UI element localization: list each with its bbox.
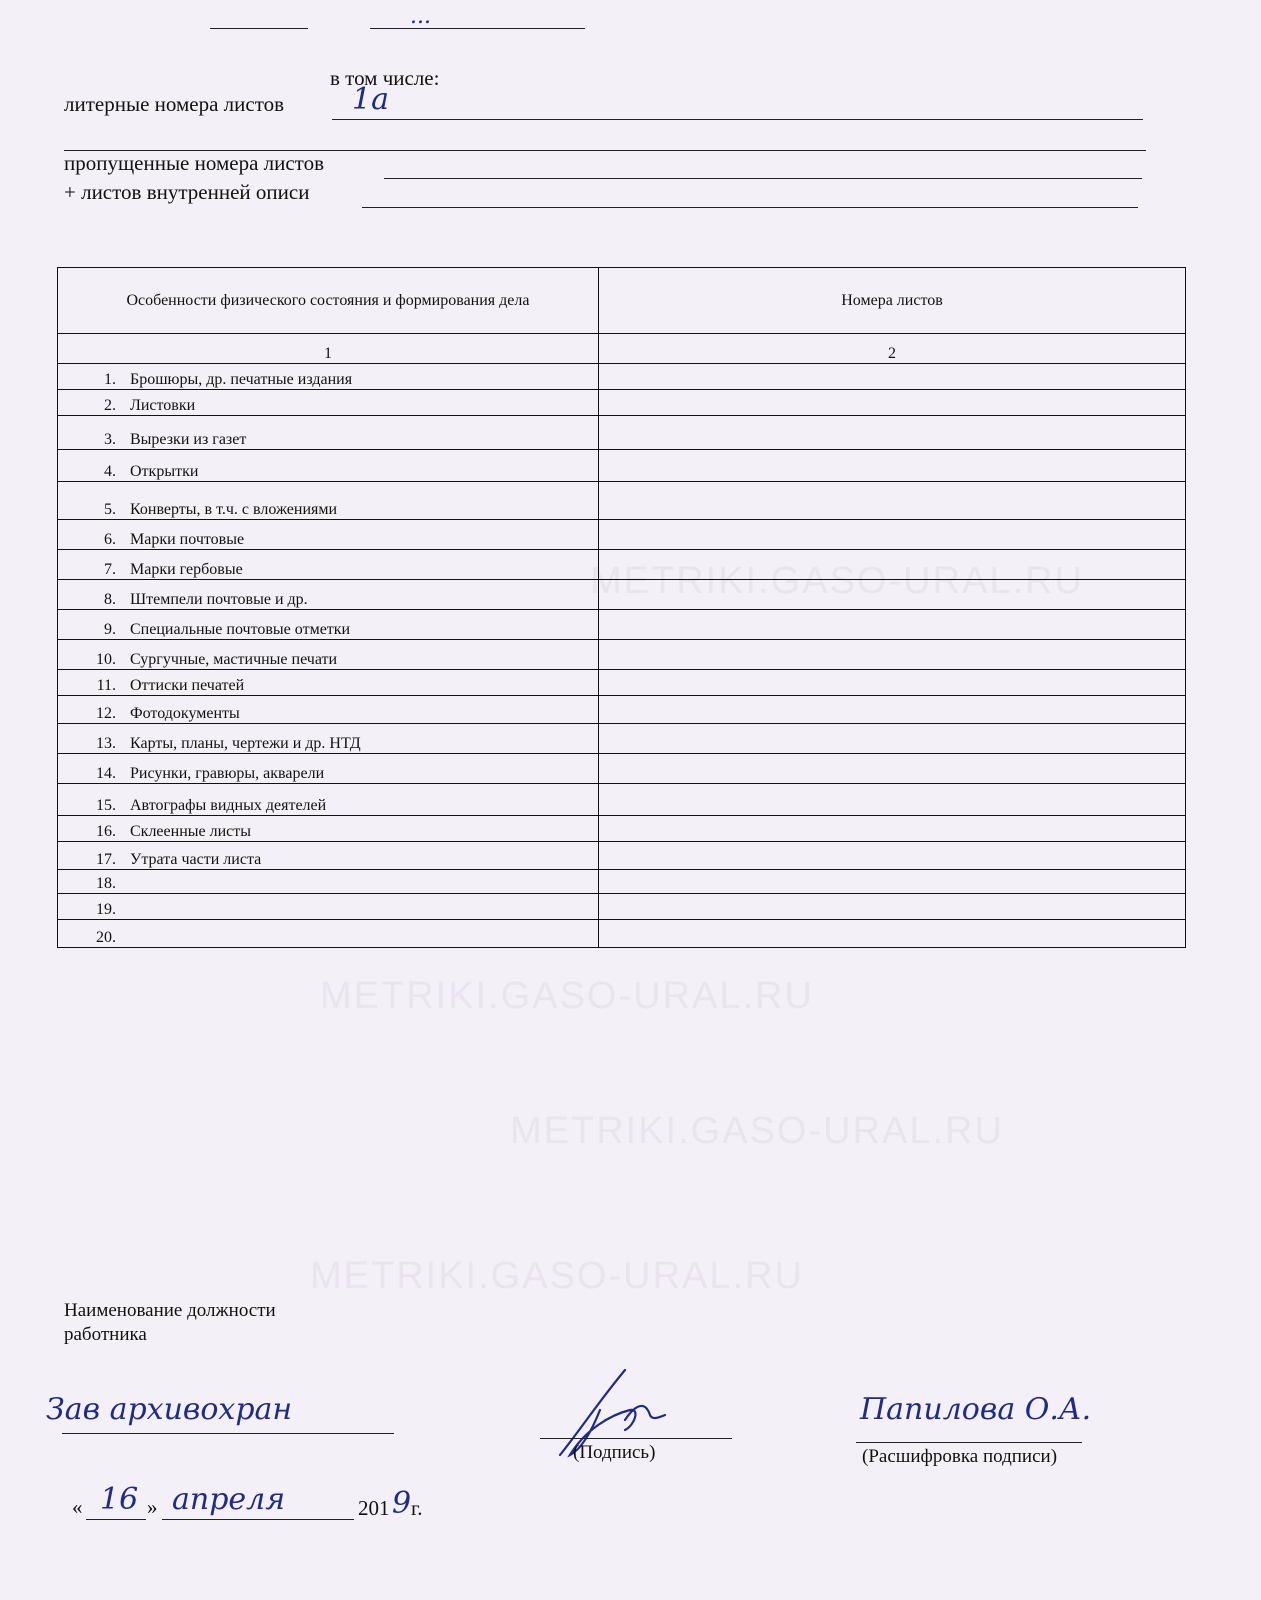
table-row — [58, 754, 1186, 784]
row-label-cell — [58, 610, 599, 640]
date-close-quote: » — [147, 1495, 158, 1519]
row-number: 14. — [96, 765, 116, 782]
watermark: METRIKI.GASO-URAL.RU — [510, 1110, 1004, 1152]
row-number: 7. — [104, 561, 116, 578]
table-row — [58, 640, 1186, 670]
date-year-prefix: 201 — [358, 1496, 390, 1520]
row-label-cell — [58, 450, 599, 482]
row-sheet-numbers-cell[interactable] — [599, 416, 1186, 450]
row-number: 12. — [96, 705, 116, 722]
table-row — [58, 816, 1186, 842]
position-label-line2: работника — [64, 1324, 147, 1345]
row-sheet-numbers-cell[interactable] — [599, 920, 1186, 948]
col2-number: 2 — [599, 334, 1186, 364]
date-open-quote: « — [72, 1495, 83, 1519]
table-row — [58, 482, 1186, 520]
row-sheet-numbers-cell[interactable] — [599, 816, 1186, 842]
row-sheet-numbers-cell[interactable] — [599, 894, 1186, 920]
row-number: 10. — [96, 651, 116, 668]
row-sheet-numbers-cell[interactable] — [599, 724, 1186, 754]
row-sheet-numbers-cell[interactable] — [599, 696, 1186, 724]
row-number: 17. — [96, 851, 116, 868]
row-label-cell — [58, 784, 599, 816]
date-year-suffix: г. — [411, 1496, 423, 1520]
row-label-cell — [58, 670, 599, 696]
internal-inventory-line — [362, 207, 1138, 208]
signature-line — [540, 1438, 732, 1439]
row-sheet-numbers-cell[interactable] — [599, 842, 1186, 870]
row-sheet-numbers-cell[interactable] — [599, 550, 1186, 580]
row-text: Утрата части листа — [130, 851, 262, 868]
row-number: 2. — [104, 397, 116, 414]
row-sheet-numbers-cell[interactable] — [599, 784, 1186, 816]
row-sheet-numbers-cell[interactable] — [599, 640, 1186, 670]
row-number: 18. — [96, 875, 116, 892]
table-row — [58, 520, 1186, 550]
row-number: 8. — [104, 591, 116, 608]
row-label-cell — [58, 364, 599, 390]
table-row — [58, 920, 1186, 948]
col1-number: 1 — [58, 334, 599, 364]
position-label-line1: Наименование должности — [64, 1300, 276, 1321]
row-label-cell — [58, 754, 599, 784]
table-row — [58, 784, 1186, 816]
top-handwritten-fragment: ... — [410, 4, 431, 29]
row-label-cell — [58, 870, 599, 894]
row-text: Рисунки, гравюры, акварели — [130, 765, 325, 782]
row-sheet-numbers-cell[interactable] — [599, 610, 1186, 640]
row-label-cell — [58, 390, 599, 416]
date-day-line — [86, 1519, 146, 1520]
row-sheet-numbers-cell[interactable] — [599, 450, 1186, 482]
row-number: 3. — [104, 431, 116, 448]
date-month[interactable]: апреля — [172, 1482, 286, 1517]
row-number: 9. — [104, 621, 116, 638]
watermark: METRIKI.GASO-URAL.RU — [320, 975, 814, 1017]
table-row — [58, 450, 1186, 482]
watermark: METRIKI.GASO-URAL.RU — [310, 1255, 804, 1297]
row-label-cell — [58, 724, 599, 754]
top-line-right — [370, 28, 585, 29]
row-text: Карты, планы, чертежи и др. НТД — [130, 735, 361, 752]
row-text: Автографы видных деятелей — [130, 797, 327, 814]
row-number: 6. — [104, 531, 116, 548]
letter-sheets-value[interactable]: 1а — [352, 82, 389, 117]
date-year-handwritten[interactable]: 9 — [392, 1486, 412, 1521]
table-row — [58, 610, 1186, 640]
table-row — [58, 842, 1186, 870]
row-text: Листовки — [130, 397, 196, 414]
row-text: Оттиски печатей — [130, 677, 245, 694]
row-sheet-numbers-cell[interactable] — [599, 870, 1186, 894]
table-row — [58, 696, 1186, 724]
table-row — [58, 390, 1186, 416]
including-label: в том числе: — [330, 66, 440, 90]
row-label-cell — [58, 550, 599, 580]
row-text: Вырезки из газет — [130, 431, 247, 448]
row-text: Марки гербовые — [130, 561, 243, 578]
row-text: Фотодокументы — [130, 705, 240, 722]
row-text: Склеенные листы — [130, 823, 251, 840]
row-text: Сургучные, мастичные печати — [130, 651, 338, 668]
row-number: 16. — [96, 823, 116, 840]
row-text: Марки почтовые — [130, 531, 245, 548]
row-number: 5. — [104, 501, 116, 518]
signature-caption: (Подпись) — [573, 1442, 656, 1463]
row-text: Открытки — [130, 463, 199, 480]
letter-sheets-line — [332, 119, 1143, 120]
row-text: Специальные почтовые отметки — [130, 621, 351, 638]
row-sheet-numbers-cell[interactable] — [599, 580, 1186, 610]
row-number: 15. — [96, 797, 116, 814]
row-sheet-numbers-cell[interactable] — [599, 482, 1186, 520]
table-row — [58, 550, 1186, 580]
row-label-cell — [58, 580, 599, 610]
row-text: Брошюры, др. печатные издания — [130, 371, 353, 388]
missing-sheets-line — [384, 178, 1142, 179]
table-row — [58, 416, 1186, 450]
row-text: Конверты, в т.ч. с вложениями — [130, 501, 338, 518]
row-text: Штемпели почтовые и др. — [130, 591, 308, 608]
signature-decoding-caption: (Расшифровка подписи) — [862, 1446, 1058, 1467]
internal-inventory-label: + листов внутренней описи — [64, 180, 310, 204]
position-line — [62, 1433, 394, 1434]
row-number: 4. — [104, 463, 116, 480]
watermark: METRIKI.GASO-URAL.RU — [590, 560, 1084, 602]
col1-header: Особенности физического состояния и формирования дела — [58, 268, 599, 334]
row-label-cell — [58, 894, 599, 920]
row-label-cell — [58, 696, 599, 724]
row-sheet-numbers-cell[interactable] — [599, 670, 1186, 696]
row-number: 19. — [96, 901, 116, 918]
date-month-line — [162, 1519, 354, 1520]
physical-state-table — [57, 267, 1186, 948]
row-sheet-numbers-cell[interactable] — [599, 364, 1186, 390]
row-sheet-numbers-cell[interactable] — [599, 390, 1186, 416]
table-row — [58, 364, 1186, 390]
table-row — [58, 894, 1186, 920]
top-line-left — [210, 28, 308, 29]
row-label-cell — [58, 842, 599, 870]
position-value[interactable]: Зав архивохран — [46, 1392, 293, 1427]
table-row — [58, 580, 1186, 610]
col2-header: Номера листов — [599, 268, 1186, 334]
row-label-cell — [58, 920, 599, 948]
signature-decoding-value[interactable]: Папилова О.А. — [860, 1392, 1092, 1427]
row-number: 13. — [96, 735, 116, 752]
row-number: 11. — [96, 677, 116, 694]
letter-sheets-label: литерные номера листов — [64, 92, 285, 116]
table-row — [58, 670, 1186, 696]
row-label-cell — [58, 482, 599, 520]
row-label-cell — [58, 416, 599, 450]
signature-decoding-line — [856, 1442, 1082, 1443]
row-number: 1. — [104, 371, 116, 388]
row-sheet-numbers-cell[interactable] — [599, 520, 1186, 550]
row-label-cell — [58, 640, 599, 670]
row-number: 20. — [96, 929, 116, 946]
row-sheet-numbers-cell[interactable] — [599, 754, 1186, 784]
table-row — [58, 870, 1186, 894]
date-day[interactable]: 16 — [100, 1482, 139, 1517]
missing-sheets-label: пропущенные номера листов — [64, 151, 324, 175]
row-label-cell — [58, 520, 599, 550]
row-label-cell — [58, 816, 599, 842]
table-row — [58, 724, 1186, 754]
